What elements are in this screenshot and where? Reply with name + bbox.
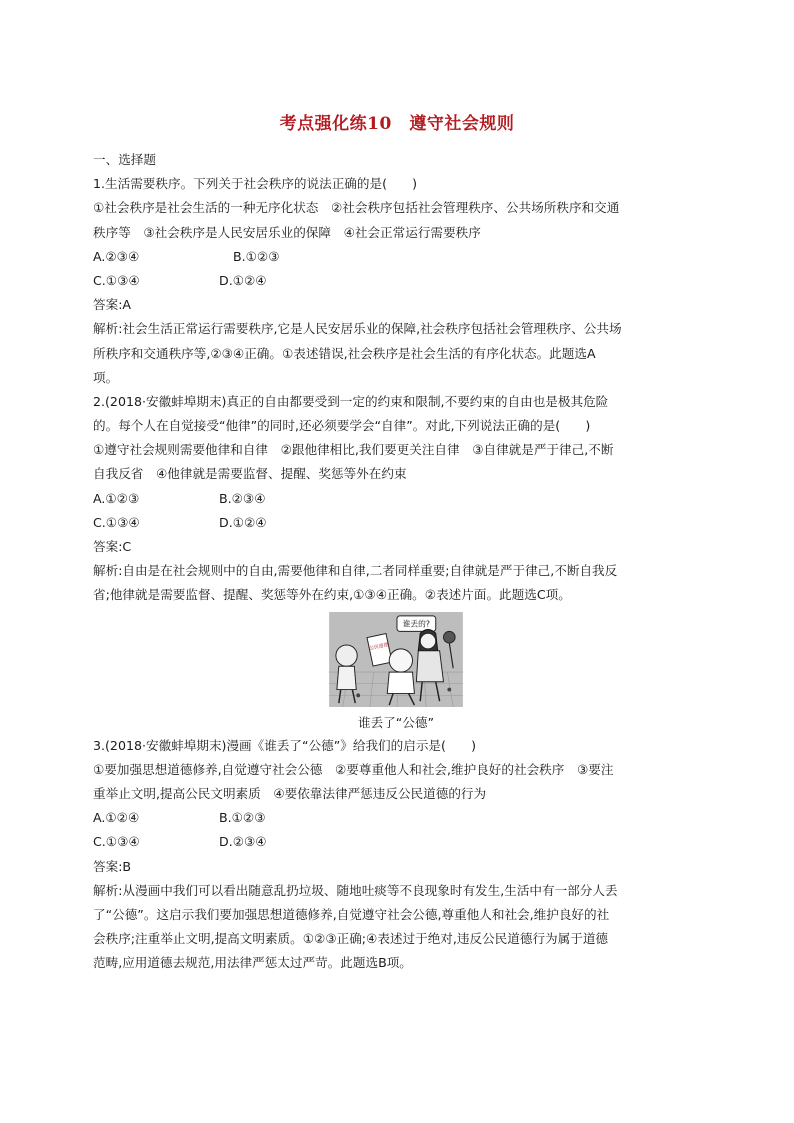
option-c: C.①③④ xyxy=(93,272,140,288)
question-statements: ①要加强思想道德修养,自觉遵守社会公德 ②要尊重他人和社会,维护良好的社会秩序 ③要注 xyxy=(93,761,614,777)
option-a: A.①②③ xyxy=(93,490,140,506)
option-d: D.②③④ xyxy=(219,834,267,850)
answer: 答案:A xyxy=(93,297,132,313)
question-statements: 秩序等 ③社会秩序是人民安居乐业的保障 ④社会正常运行需要秩序 xyxy=(93,224,481,240)
question-statements: 自我反省 ④他律就是需要监督、提醒、奖惩等外在约束 xyxy=(93,466,407,482)
option-b: B.①②③ xyxy=(219,810,266,826)
options-row xyxy=(93,806,699,830)
analysis: 了“公德”。这启示我们要加强思想道德修养,自觉遵守社会公德,尊重他人和社会,维护良好的社 xyxy=(93,906,610,922)
question-stem: 2.(2018·安徽蚌埠期末)真正的自由都要受到一定的约束和限制,不要约束的自由也是极其危险 xyxy=(93,393,609,409)
answer: 答案:B xyxy=(93,858,132,874)
analysis: 所秩序和交通秩序等,②③④正确。①表述错误,社会秩序是社会生活的有序化状态。此题选A xyxy=(93,345,596,361)
option-c: C.①③④ xyxy=(93,834,140,850)
question-2 xyxy=(93,390,699,608)
analysis: 省;他律就是需要监督、提醒、奖惩等外在约束,①③④正确。②表述片面。此题选C项。 xyxy=(93,587,571,603)
cartoon-figure xyxy=(93,612,699,734)
option-b: B.②③④ xyxy=(219,490,266,506)
bubble-text: 谁丢的? xyxy=(402,619,431,629)
cartoon-image xyxy=(327,612,465,707)
question-stem: 的。每个人在自觉接受“他律”的同时,还必须要学会“自律”。对此,下列说法正确的是( ) xyxy=(93,418,591,434)
answer: 答案:C xyxy=(93,539,132,554)
question-3 xyxy=(93,734,699,976)
analysis: 项。 xyxy=(93,369,119,385)
options-row xyxy=(93,511,699,535)
question-statements: ①遵守社会规则需要他律和自律 ②跟他律相比,我们要更关注自律 ③自律就是严于律己,不断 xyxy=(93,442,614,458)
document-body xyxy=(93,148,699,975)
options-row xyxy=(93,830,699,854)
analysis: 解析:从漫画中我们可以看出随意乱扔垃圾、随地吐痰等不良现象时有发生,生活中有一部分人丢 xyxy=(93,882,618,898)
question-1 xyxy=(93,172,699,390)
option-c: C.①③④ xyxy=(93,514,140,530)
option-d: D.①②④ xyxy=(219,272,267,288)
figure-caption: 谁丢了“公德” xyxy=(357,714,435,730)
question-stem: 3.(2018·安徽蚌埠期末)漫画《谁丢了“公德”》给我们的启示是( ) xyxy=(93,737,477,753)
section-heading: 一、选择题 xyxy=(93,152,156,167)
analysis: 解析:自由是在社会规则中的自由,需要他律和自律,二者同样重要;自律就是严于律己,不断自我反 xyxy=(93,563,618,579)
sign-text: 公民道德 xyxy=(369,642,389,652)
options-row xyxy=(93,487,699,511)
analysis: 会秩序;注重举止文明,提高文明素质。①②③正确;④表述过于绝对,违反公民道德行为属于道德 xyxy=(93,931,609,947)
question-statements: 重举止文明,提高公民文明素质 ④要依靠法律严惩违反公民道德的行为 xyxy=(93,785,487,801)
question-stem: 1.生活需要秩序。下列关于社会秩序的说法正确的是( ) xyxy=(93,176,418,192)
option-a: A.②③④ xyxy=(93,248,140,264)
options-row xyxy=(93,245,699,269)
analysis: 解析:社会生活正常运行需要秩序,它是人民安居乐业的保障,社会秩序包括社会管理秩序、公共场 xyxy=(93,321,622,337)
options-row xyxy=(93,269,699,293)
analysis: 范畴,应用道德去规范,用法律严惩太过严苛。此题选B项。 xyxy=(93,955,412,971)
option-b: B.①②③ xyxy=(233,248,280,264)
question-statements: ①社会秩序是社会生活的一种无序化状态 ②社会秩序包括社会管理秩序、公共场所秩序和交通 xyxy=(93,200,620,216)
option-a: A.①②④ xyxy=(93,810,140,826)
option-d: D.①②④ xyxy=(219,514,267,530)
page-title: 考点强化练10 遵守社会规则 xyxy=(279,114,515,134)
